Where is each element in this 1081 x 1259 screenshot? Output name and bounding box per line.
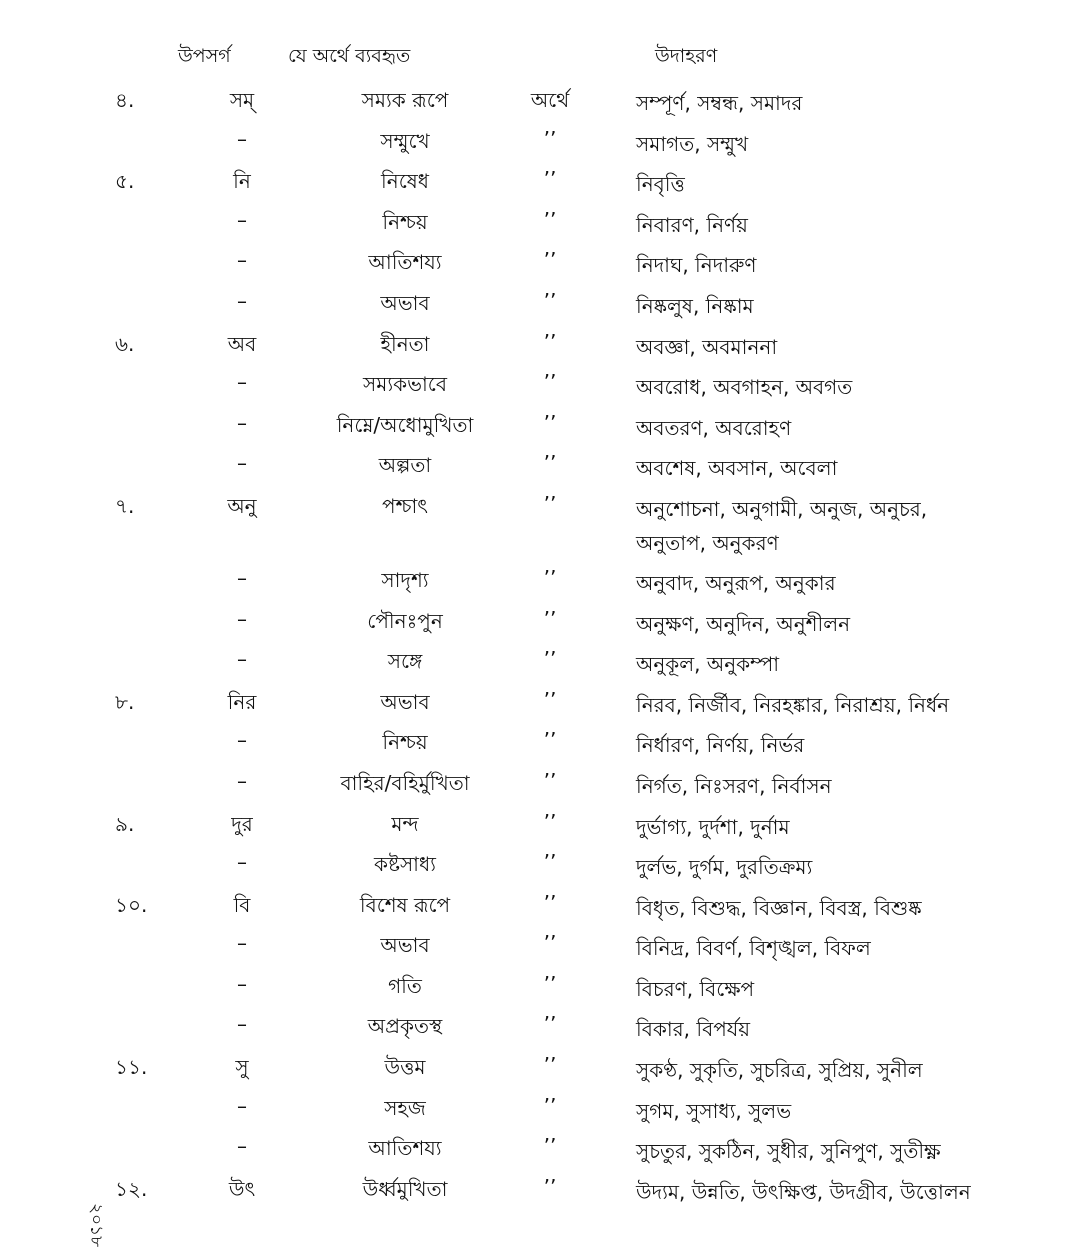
row-meaning: পৌনঃপুন xyxy=(367,608,443,633)
row-ditto: ’’ xyxy=(543,167,557,192)
table-row xyxy=(0,1169,1081,1210)
row-example: বিচরণ, বিক্ষেপ xyxy=(636,976,755,1001)
row-example: অনুক্ষণ, অনুদিন, অনুশীলন xyxy=(636,611,851,636)
header-example: উদাহরণ xyxy=(655,45,718,67)
row-prefix: – xyxy=(237,288,247,313)
row-ditto: ’’ xyxy=(543,647,557,672)
table-row xyxy=(0,560,1081,601)
row-ditto: ’’ xyxy=(543,248,557,273)
row-prefix: – xyxy=(237,728,247,753)
row-prefix: সম্ xyxy=(229,88,255,112)
row-ditto: ’’ xyxy=(543,1134,557,1159)
row-prefix: – xyxy=(237,971,247,996)
row-prefix: দুর xyxy=(231,811,253,836)
row-ditto: ’’ xyxy=(543,207,557,232)
row-example: বিকার, বিপর্যয় xyxy=(636,1017,751,1042)
row-ditto: ’’ xyxy=(543,728,557,753)
row-meaning: আতিশয্য xyxy=(368,1136,442,1161)
row-number: ৬. xyxy=(115,331,135,356)
row-example: নিবারণ, নির্ণয় xyxy=(636,212,748,237)
table-row xyxy=(0,804,1081,845)
table-row xyxy=(0,283,1081,324)
row-example: নিদাঘ, নিদারুণ xyxy=(636,253,757,278)
row-prefix: উৎ xyxy=(228,1176,256,1201)
table-row xyxy=(0,601,1081,642)
row-prefix: – xyxy=(237,768,247,793)
row-example: সমাগত, সম্মুখ xyxy=(636,131,749,156)
row-meaning: অপ্রকৃতস্থ xyxy=(367,1014,443,1039)
row-example: বিধৃত, বিশুদ্ধ, বিজ্ঞান, বিবস্ত্র, বিশুষ্ক xyxy=(636,895,922,920)
row-prefix: – xyxy=(237,565,247,590)
row-ditto: ’’ xyxy=(543,1093,557,1118)
row-example: বিনিদ্র, বিবর্ণ, বিশৃঙ্খল, বিফল xyxy=(636,936,871,961)
row-meaning: নিশ্চয় xyxy=(382,209,428,234)
row-prefix: নির xyxy=(227,689,257,714)
row-ditto: ’’ xyxy=(543,809,557,834)
row-number: ১০. xyxy=(115,892,148,917)
row-example: অবশেষ, অবসান, অবেলা xyxy=(636,456,838,481)
row-meaning: গতি xyxy=(388,973,422,998)
table-row xyxy=(0,682,1081,723)
row-ditto: ’’ xyxy=(543,126,557,151)
row-meaning: কষ্টসাধ্য xyxy=(373,852,436,877)
row-ditto: ’’ xyxy=(543,288,557,313)
row-ditto: ’’ xyxy=(543,1174,557,1199)
row-example: অনুবাদ, অনুরূপ, অনুকার xyxy=(636,570,836,595)
row-meaning: উর্ধ্বমুখিতা xyxy=(362,1176,448,1201)
row-prefix: – xyxy=(237,410,247,435)
table-row xyxy=(0,641,1081,682)
row-number: ১১. xyxy=(115,1055,148,1080)
row-prefix: – xyxy=(237,931,247,956)
row-meaning: নিষেধ xyxy=(381,169,429,194)
row-example: নির্গত, নিঃসরণ, নির্বাসন xyxy=(636,773,832,798)
table-row xyxy=(0,925,1081,966)
row-prefix: – xyxy=(237,370,247,395)
row-example: অবতরণ, অবরোহণ xyxy=(636,415,792,440)
row-meaning: সম্মুখে xyxy=(380,128,430,153)
row-ditto: ’’ xyxy=(543,606,557,631)
row-prefix: নি xyxy=(233,169,251,194)
row-ditto: ’’ xyxy=(543,768,557,793)
table-header xyxy=(0,42,1081,76)
row-example: সম্পূর্ণ, সম্বন্ধ, সমাদর xyxy=(636,91,803,115)
row-ditto: ’’ xyxy=(543,687,557,712)
row-example: সুগম, সুসাধ্য, সুলভ xyxy=(636,1098,792,1123)
row-example: নিবৃত্তি xyxy=(636,172,685,197)
row-number: ৪. xyxy=(115,88,135,112)
row-ditto: ’’ xyxy=(543,491,557,516)
row-ditto: ’’ xyxy=(543,410,557,435)
table-row xyxy=(0,1088,1081,1129)
row-prefix: – xyxy=(237,606,247,631)
row-example: অবরোধ, অবগাহন, অবগত xyxy=(636,375,853,400)
row-meaning: বাহির/বহির্মুখিতা xyxy=(340,770,470,795)
row-prefix: – xyxy=(237,451,247,476)
row-ditto: ’’ xyxy=(543,1012,557,1037)
table-row xyxy=(0,763,1081,804)
table-row xyxy=(0,202,1081,243)
row-prefix: অব xyxy=(227,331,257,356)
row-example: অনুকূল, অনুকম্পা xyxy=(636,652,780,677)
row-meaning: সহজ xyxy=(384,1095,426,1120)
row-meaning: সাদৃশ্য xyxy=(381,567,429,592)
row-ditto: ’’ xyxy=(543,329,557,354)
table-row xyxy=(0,405,1081,446)
row-prefix: – xyxy=(237,1134,247,1159)
row-meaning: সম্যকভাবে xyxy=(363,372,447,397)
row-example: নিরব, নির্জীব, নিরহঙ্কার, নিরাশ্রয়, নির্ধন xyxy=(636,692,950,717)
table-row xyxy=(0,1128,1081,1169)
row-prefix: – xyxy=(237,248,247,273)
row-ditto: ’’ xyxy=(543,971,557,996)
table-row xyxy=(0,1047,1081,1088)
page-number: ২০১৮ xyxy=(86,1203,106,1248)
row-example: উদ্যম, উন্নতি, উৎক্ষিপ্ত, উদগ্রীব, উত্তোলন xyxy=(636,1179,971,1204)
row-prefix: অনু xyxy=(227,493,257,518)
row-number: ৭. xyxy=(115,493,135,518)
header-prefix: উপসর্গ xyxy=(178,45,231,67)
table-row xyxy=(0,324,1081,365)
table-row xyxy=(0,161,1081,202)
row-meaning: মন্দ xyxy=(391,811,419,836)
row-example-line-1: অনুশোচনা, অনুগামী, অনুজ, অনুচর, xyxy=(636,496,928,521)
row-meaning: নিম্নে/অধোমুখিতা xyxy=(336,412,474,437)
row-number: ৯. xyxy=(115,811,135,836)
row-example: নিষ্কলুষ, নিষ্কাম xyxy=(636,293,754,318)
row-ditto: ’’ xyxy=(543,451,557,476)
row-ditto: ’’ xyxy=(543,890,557,915)
table-row xyxy=(0,722,1081,763)
row-meaning: অল্পতা xyxy=(378,453,432,478)
table-row xyxy=(0,364,1081,405)
row-prefix: – xyxy=(237,850,247,875)
row-example: সুচতুর, সুকঠিন, সুধীর, সুনিপুণ, সুতীক্ষ্ণ xyxy=(636,1139,941,1164)
row-example: নির্ধারণ, নির্ণয়, নির্ভর xyxy=(636,733,805,758)
row-meaning: সঙ্গে xyxy=(387,649,423,674)
row-ditto: অর্থে xyxy=(530,88,570,112)
row-ditto: ’’ xyxy=(543,565,557,590)
row-prefix: – xyxy=(237,126,247,151)
row-example: দুর্ভাগ্য, দুর্দশা, দুর্নাম xyxy=(636,814,790,839)
table-row xyxy=(0,966,1081,1007)
row-example: দুর্লভ, দুর্গম, দুরতিক্রম্য xyxy=(636,855,813,880)
row-meaning: উত্তম xyxy=(384,1055,426,1080)
header-meaning: যে অর্থে ব্যবহৃত xyxy=(288,45,411,67)
row-meaning: অভাব xyxy=(380,290,430,315)
row-prefix: বি xyxy=(233,892,251,917)
row-meaning: হীনতা xyxy=(380,331,430,356)
table-row xyxy=(0,486,1081,560)
table-row xyxy=(0,242,1081,283)
row-example-line-2: অনুতাপ, অনুকরণ xyxy=(636,530,779,555)
row-ditto: ’’ xyxy=(543,850,557,875)
row-prefix: – xyxy=(237,1012,247,1037)
row-example: অবজ্ঞা, অবমাননা xyxy=(636,334,778,359)
row-number: ১২. xyxy=(115,1176,148,1201)
row-meaning: পশ্চাৎ xyxy=(382,493,428,518)
row-number: ৫. xyxy=(115,169,135,194)
row-prefix: – xyxy=(237,207,247,232)
row-meaning: অভাব xyxy=(380,933,430,958)
row-ditto: ’’ xyxy=(543,370,557,395)
row-meaning: আতিশয্য xyxy=(368,250,442,275)
prefix-table xyxy=(0,80,1081,1209)
table-row xyxy=(0,445,1081,486)
row-prefix: সু xyxy=(235,1055,249,1080)
row-meaning: নিশ্চয় xyxy=(382,730,428,755)
table-row xyxy=(0,885,1081,926)
row-number: ৮. xyxy=(115,689,135,714)
row-example xyxy=(636,492,927,560)
table-row xyxy=(0,1006,1081,1047)
row-meaning: বিশেষ রূপে xyxy=(359,892,451,917)
table-row xyxy=(0,80,1081,121)
row-meaning: সম্যক রূপে xyxy=(361,88,449,112)
table-row xyxy=(0,121,1081,162)
row-ditto: ’’ xyxy=(543,931,557,956)
row-example: সুকণ্ঠ, সুকৃতি, সুচরিত্র, সুপ্রিয়, সুনীল xyxy=(636,1058,923,1083)
table-row xyxy=(0,844,1081,885)
row-meaning: অভাব xyxy=(380,689,430,714)
row-prefix: – xyxy=(237,647,247,672)
row-prefix: – xyxy=(237,1093,247,1118)
row-ditto: ’’ xyxy=(543,1053,557,1078)
